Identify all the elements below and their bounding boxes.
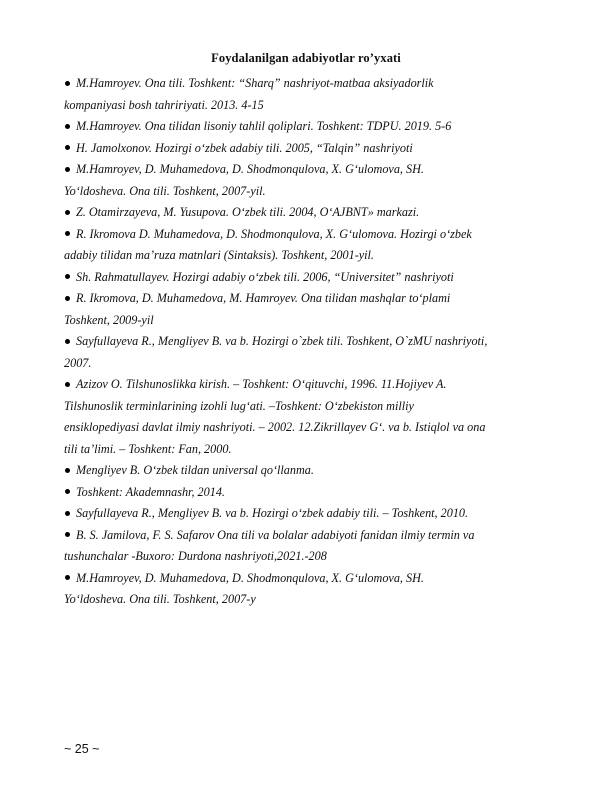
reference-item <box>64 503 564 525</box>
reference-text: Yo‘ldosheva. Ona tili. Toshkent, 2007-y <box>64 592 256 606</box>
reference-text: Z. Otamirzayeva, M. Yusupova. O‘zbek tili. 2004, O‘AJBNT» markazi. <box>76 205 420 219</box>
page-title: Foydalanilgan adabiyotlar ro’yxati <box>211 51 401 65</box>
bullet-icon <box>65 231 70 236</box>
reference-item <box>64 138 564 160</box>
reference-text: M.Hamroyev, D. Muhamedova, D. Shodmonqulova, X. G‘ulomova, SH. <box>76 162 424 176</box>
reference-item <box>64 568 564 590</box>
bullet-icon <box>65 489 70 494</box>
reference-item <box>64 224 564 246</box>
bullet-icon <box>65 296 70 301</box>
reference-text: Sh. Rahmatullayev. Hozirgi adabiy o‘zbek tili. 2006, “Universitet” nashriyoti <box>76 269 454 284</box>
page-number: ~ 25 ~ <box>64 742 100 756</box>
reference-item <box>64 288 564 310</box>
reference-item <box>64 116 564 138</box>
reference-text: R. Ikromova, D. Muhamedova, M. Hamroyev. Ona tilidan mashqlar to‘plami <box>76 291 451 305</box>
reference-item <box>64 525 564 547</box>
reference-list <box>64 73 564 611</box>
reference-item <box>64 374 564 396</box>
reference-text: Sayfullayeva R., Mengliyev B. va b. Hozirgi o`zbek tili. Toshkent, O`zMU nashriyoti, <box>76 334 488 348</box>
reference-text: M.Hamroyev. Ona tili. Toshkent: “Sharq” nashriyot-matbaa aksiyadorlik <box>76 76 434 90</box>
reference-item <box>64 460 564 482</box>
reference-item-continuation <box>64 95 564 117</box>
bullet-icon <box>65 339 70 344</box>
reference-text: kompaniyasi bosh tahririyati. 2013. 4-15 <box>64 97 264 112</box>
reference-text: Toshkent, 2009-yil <box>64 312 154 327</box>
bullet-icon <box>65 511 70 516</box>
bullet-icon <box>65 145 70 150</box>
reference-item <box>64 73 564 95</box>
reference-item-continuation <box>64 353 564 375</box>
reference-text: Tilshunoslik terminlarining izohli lug‘ati. –Toshkent: O‘zbekiston milliy <box>64 398 414 413</box>
reference-item-continuation <box>64 396 564 418</box>
reference-item <box>64 482 564 504</box>
reference-text: M.Hamroyev, D. Muhamedova, D. Shodmonqulova, X. G‘ulomova, SH. <box>76 570 424 585</box>
reference-text: H. Jamolxonov. Hozirgi o‘zbek adabiy tili. 2005, “Talqin” nashriyoti <box>76 140 413 155</box>
reference-text: ensiklopediyasi davlat ilmiy nashriyoti. – 2002. 12.Zikrillayev G‘. va b. Istiqlol va ona <box>64 420 486 434</box>
reference-item-continuation <box>64 546 564 568</box>
bullet-icon <box>65 532 70 537</box>
bullet-icon <box>65 124 70 129</box>
bullet-icon <box>65 382 70 387</box>
bullet-icon <box>65 468 70 473</box>
reference-text: Azizov O. Tilshunoslikka kirish. – Toshkent: O‘qituvchi, 1996. 11.Hojiyev A. <box>76 377 447 391</box>
reference-item <box>64 267 564 289</box>
reference-item-continuation <box>64 310 564 332</box>
bullet-icon <box>65 575 70 580</box>
bullet-icon <box>65 210 70 215</box>
reference-item <box>64 331 564 353</box>
reference-text: tili ta’limi. – Toshkent: Fan, 2000. <box>64 441 232 456</box>
reference-text: Sayfullayeva R., Mengliyev B. va b. Hozirgi o‘zbek adabiy tili. – Toshkent, 2010. <box>76 506 469 520</box>
bullet-icon <box>65 81 70 86</box>
reference-text: tushunchalar -Buxoro: Durdona nashriyoti,2021.-208 <box>64 549 327 563</box>
reference-text: adabiy tilidan ma’ruza matnlari (Sintaksis). Toshkent, 2001-yil. <box>64 248 374 262</box>
reference-item <box>64 202 564 224</box>
reference-text: B. S. Jamilova, F. S. Safarov Ona tili va bolalar adabiyoti fanidan ilmiy termin va <box>76 527 475 542</box>
reference-item-continuation <box>64 417 564 439</box>
reference-text: Toshkent: Akademnashr, 2014. <box>76 484 225 499</box>
bullet-icon <box>65 274 70 279</box>
reference-text: Mengliyev B. O‘zbek tildan universal qo‘llanma. <box>76 463 314 477</box>
reference-item-continuation <box>64 439 564 461</box>
reference-item-continuation <box>64 589 564 611</box>
reference-text: R. Ikromova D. Muhamedova, D. Shodmonqulova, X. G‘ulomova. Hozirgi o‘zbek <box>76 226 472 241</box>
reference-text: Yo‘ldosheva. Ona tili. Toshkent, 2007-yil. <box>64 183 266 198</box>
reference-item <box>64 159 564 181</box>
reference-item-continuation <box>64 245 564 267</box>
bullet-icon <box>65 167 70 172</box>
reference-text: 2007. <box>64 355 92 370</box>
reference-text: M.Hamroyev. Ona tilidan lisoniy tahlil qoliplari. Toshkent: TDPU. 2019. 5-6 <box>76 119 452 133</box>
reference-item-continuation <box>64 181 564 203</box>
